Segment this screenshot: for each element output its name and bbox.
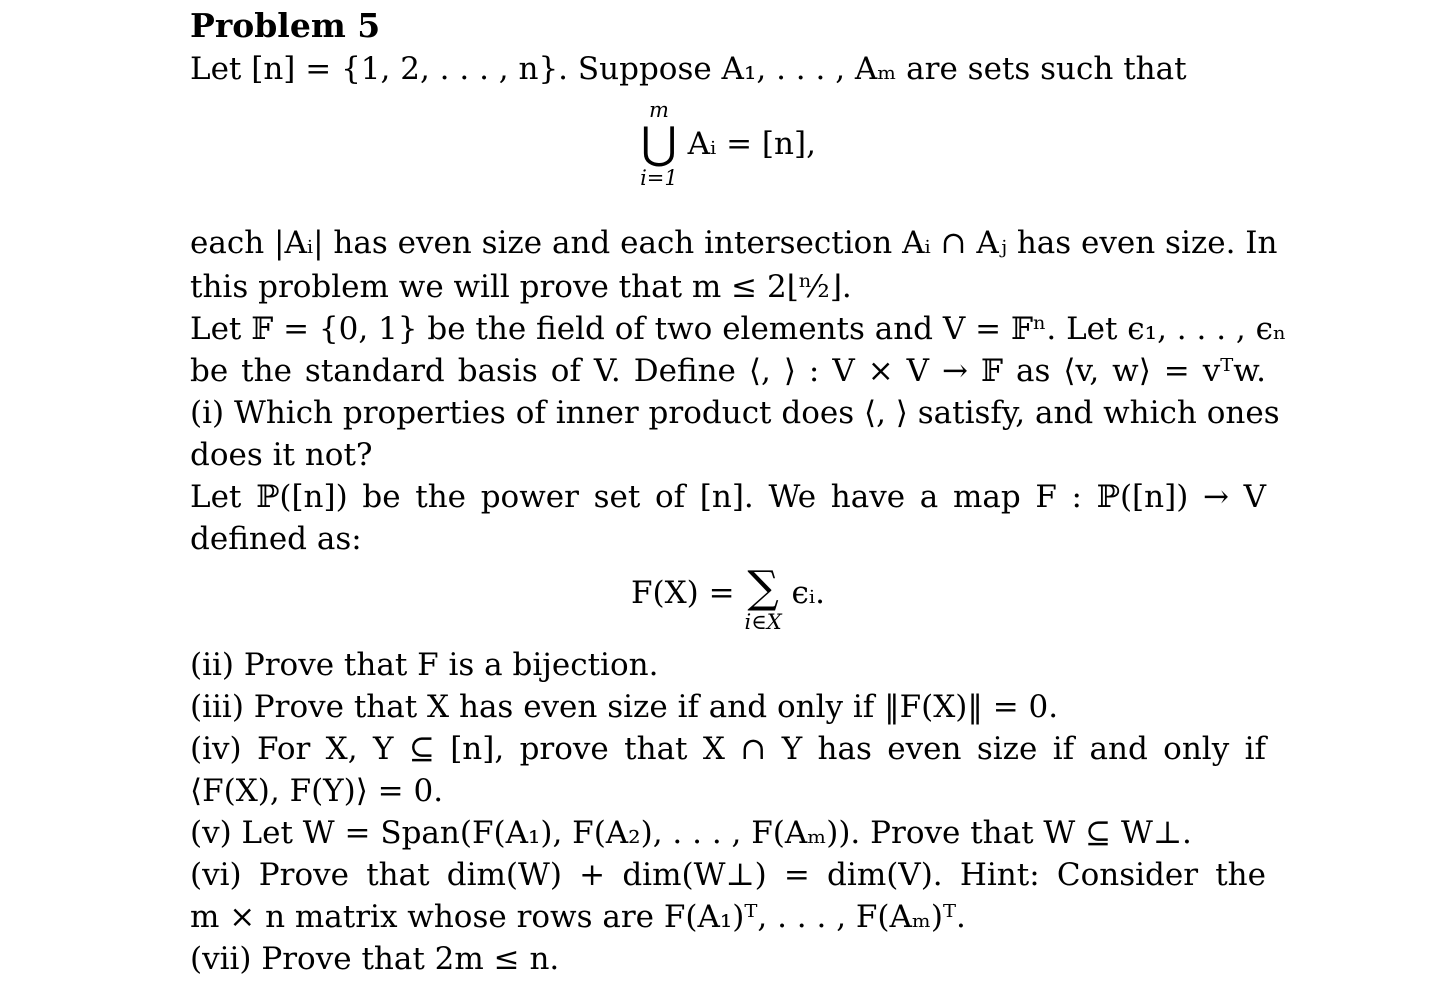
question-vi: (vi) Prove that dim(W) + dim(W⊥) = dim(V). Hint: Consider the: [190, 857, 1266, 893]
question-ii: (ii) Prove that F is a bijection.: [190, 647, 659, 683]
union-lower-limit: i=1: [640, 166, 678, 190]
union-upper-limit: m: [648, 98, 669, 122]
sum-symbol: ∑: [747, 562, 779, 613]
sum-operator: [744, 562, 782, 634]
sum-body: ϵᵢ.: [791, 575, 825, 611]
text-line: be the standard basis of V. Define ⟨, ⟩ : V × V → 𝔽 as ⟨v, w⟩ = vᵀw.: [190, 353, 1266, 389]
sum-equation: [190, 552, 1266, 634]
union-equation: [190, 98, 1266, 190]
text-line: does it not?: [190, 437, 373, 473]
text-line: defined as:: [190, 521, 362, 557]
question-iii: (iii) Prove that X has even size if and only if ‖F(X)‖ = 0.: [190, 689, 1059, 725]
question-vii: (vii) Prove that 2m ≤ n.: [190, 941, 560, 977]
question-iv: (iv) For X, Y ⊆ [n], prove that X ∩ Y has even size if and only if: [190, 731, 1266, 767]
intro-line: Let [n] = {1, 2, . . . , n}. Suppose A₁, . . . , Aₘ are sets such that: [190, 51, 1187, 87]
sum-lower-limit: i∈X: [744, 610, 782, 634]
union-body: Aᵢ = [n],: [687, 126, 816, 162]
text-line: each |Aᵢ| has even size and each intersection Aᵢ ∩ Aⱼ has even size. In: [190, 225, 1278, 261]
text-line: this problem we will prove that m ≤ 2⌊ⁿ⁄₂⌋.: [190, 269, 852, 305]
sum-lhs: F(X) =: [631, 575, 735, 611]
problem-document: [190, 0, 1287, 1006]
union-symbol: ⋃: [640, 118, 677, 169]
text-line: (i) Which properties of inner product does ⟨, ⟩ satisfy, and which ones: [190, 395, 1280, 431]
question-vi-continued: m × n matrix whose rows are F(A₁)ᵀ, . . . , F(Aₘ)ᵀ.: [190, 899, 966, 935]
question-v: (v) Let W = Span(F(A₁), F(A₂), . . . , F(Aₘ)). Prove that W ⊆ W⊥.: [190, 815, 1192, 851]
problem-title: Problem 5: [190, 6, 381, 45]
text-line: Let 𝔽 = {0, 1} be the field of two elements and V = 𝔽ⁿ. Let ϵ₁, . . . , ϵₙ: [190, 311, 1287, 347]
union-operator: [640, 98, 678, 190]
question-iv-continued: ⟨F(X), F(Y)⟩ = 0.: [190, 773, 444, 809]
text-line: Let ℙ([n]) be the power set of [n]. We have a map F : ℙ([n]) → V: [190, 479, 1266, 515]
